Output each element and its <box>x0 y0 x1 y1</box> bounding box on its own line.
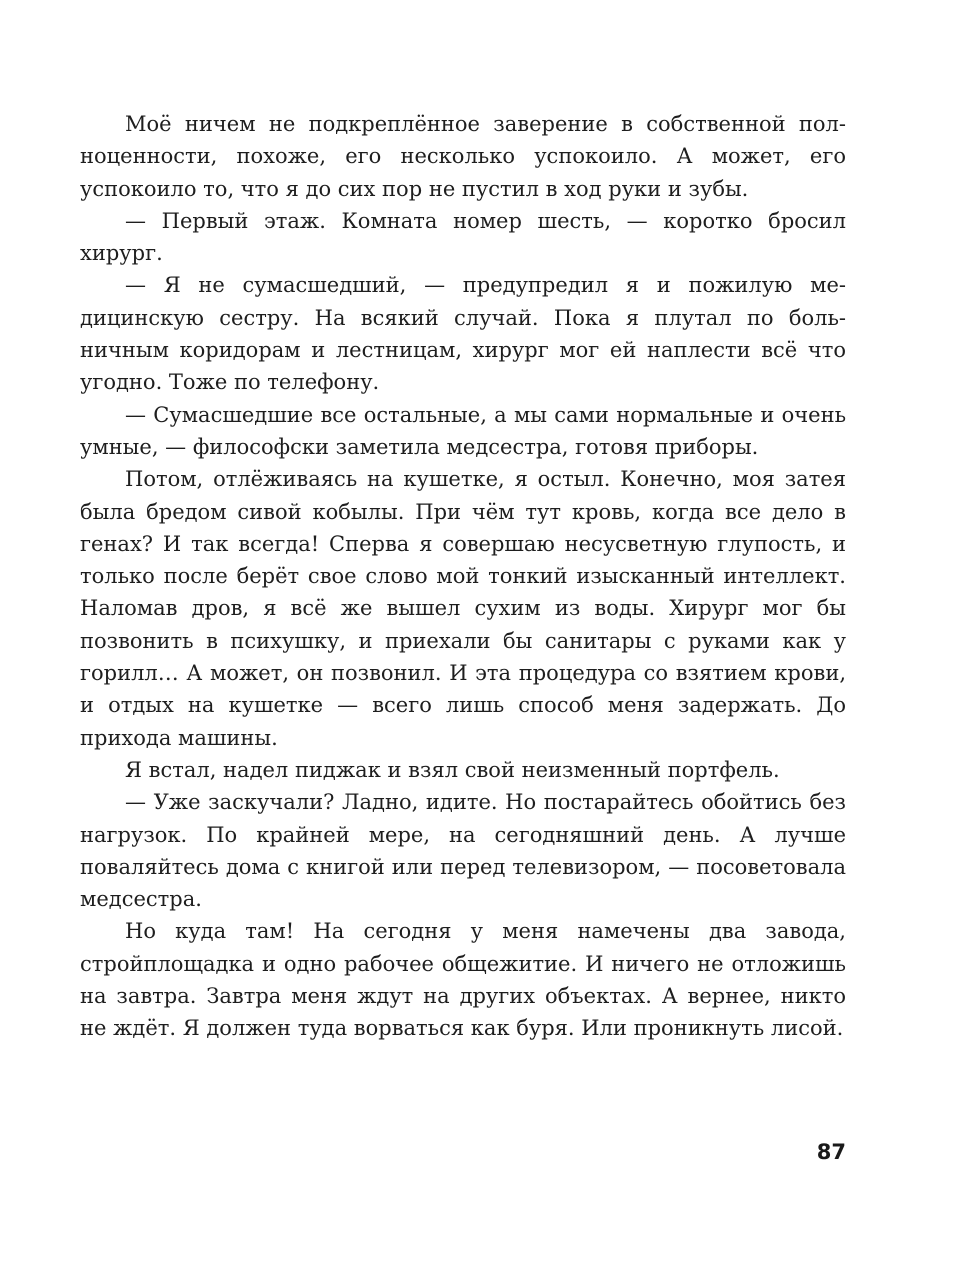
page-number: 87 <box>816 1140 846 1164</box>
paragraph-7: — Уже заскучали? Ладно, идите. Но постарайтесь обойтись без нагрузок. По крайней мере, на сегодняшний день. А лучше поваляйтесь дома с книгой или перед телевизором, — посоветовала медсестра. <box>80 790 846 912</box>
paragraph-8: Но куда там! На сегодня у меня намечены два завода, стройплощадка и одно рабочее общежитие. И ничего не отложишь на завтра. Завтра меня ждут на других объектах. А вернее, никто не ждёт. Я должен туда ворваться как буря. Или проникнуть лисой. <box>80 919 846 1041</box>
paragraph-3: — Я не сумасшедший, — предупредил я и пожилую медицинскую сестру. На всякий случай. Пока я плутал по больничным коридорам и лестницам, хирург мог ей наплести всё что угодно. Тоже по телефону. <box>80 273 846 395</box>
paragraph-1: Моё ничем не подкреплённое заверение в собственной полноценности, похоже, его несколько успокоило. А может, его успокоило то, что я до сих пор не пустил в ход руки и зубы. <box>80 112 846 201</box>
paragraph-6: Я встал, надел пиджак и взял свой неизменный портфель. <box>125 757 780 782</box>
body-text <box>80 108 846 1045</box>
paragraph-4: — Сумасшедшие все остальные, а мы сами нормальные и очень умные, — философски заметила медсестра, готовя приборы. <box>80 402 846 459</box>
paragraph-5: Потом, отлёживаясь на кушетке, я остыл. Конечно, моя затея была бредом сивой кобылы. При чём тут кровь, когда все дело в генах? И так всегда! Сперва я совершаю несусветную глупость, и только после берёт свое слово мой тонкий изысканный интеллект. Наломав дров, я всё же вышел сухим из воды. Хирург мог бы позвонить в психушку, и приехали бы санитары с руками как у горилл… А может, он позвонил. И эта процедура со взятием крови, и отдых на кушетке — всего лишь способ меня задержать. До прихода машины. <box>80 467 846 750</box>
paragraph-2: — Первый этаж. Комната номер шесть, — коротко бросил хирург. <box>80 208 846 266</box>
